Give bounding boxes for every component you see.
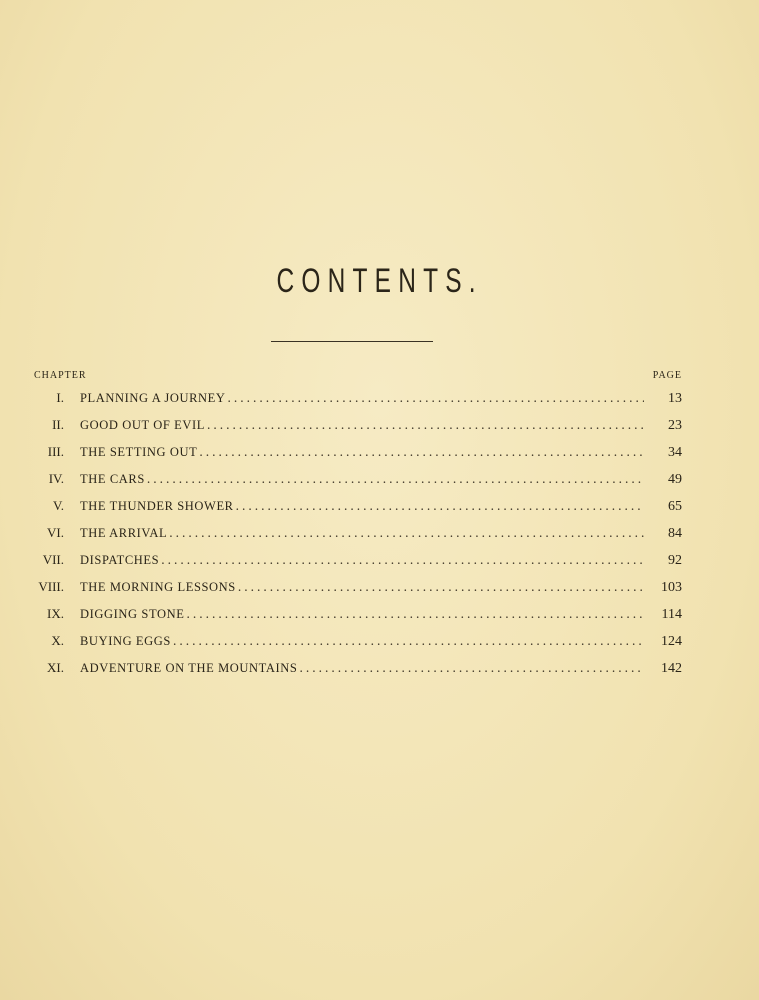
chapter-title: THE ARRIVAL <box>80 526 168 540</box>
chapter-number: I. <box>56 390 64 405</box>
page-column-header: PAGE <box>652 370 682 381</box>
chapter-column-header: CHAPTER <box>34 370 87 381</box>
toc-entry[interactable] <box>34 573 682 600</box>
toc-entry[interactable] <box>34 411 682 438</box>
chapter-number: III. <box>47 444 64 459</box>
toc-entry[interactable] <box>34 438 682 465</box>
dot-leader <box>228 384 644 411</box>
chapter-number: VI. <box>47 525 64 540</box>
chapter-number: IX. <box>47 606 64 621</box>
page-number: 114 <box>661 607 682 622</box>
chapter-number: IV. <box>48 471 64 486</box>
chapter-title: THE CARS <box>80 472 145 486</box>
page-number: 84 <box>668 526 682 541</box>
dot-leader <box>169 519 644 546</box>
page-number: 49 <box>668 472 682 487</box>
toc-entry[interactable] <box>34 654 682 681</box>
page-number: 23 <box>668 418 682 433</box>
chapter-title: THE MORNING LESSONS <box>80 580 236 594</box>
toc-entry[interactable] <box>34 465 682 492</box>
toc-entry[interactable] <box>34 627 682 654</box>
chapter-title: DIGGING STONE <box>80 607 185 621</box>
chapter-title: THE THUNDER SHOWER <box>80 499 234 513</box>
page-number: 34 <box>668 445 682 460</box>
page-number: 103 <box>661 580 682 595</box>
chapter-title: BUYING EGGS <box>80 634 171 648</box>
chapter-number: XI. <box>47 660 64 675</box>
table-of-contents <box>34 384 682 681</box>
toc-entry[interactable] <box>34 546 682 573</box>
dot-leader <box>299 654 644 681</box>
toc-entry[interactable] <box>34 600 682 627</box>
chapter-number: VIII. <box>38 579 64 594</box>
page-number: 142 <box>661 661 682 676</box>
dot-leader <box>236 492 644 519</box>
page-number: 13 <box>668 391 682 406</box>
dot-leader <box>173 627 644 654</box>
chapter-title: ADVENTURE ON THE MOUNTAINS <box>80 661 298 675</box>
title-divider <box>271 341 433 342</box>
toc-entry[interactable] <box>34 492 682 519</box>
page-number: 92 <box>668 553 682 568</box>
page-number: 65 <box>668 499 682 514</box>
chapter-title: PLANNING A JOURNEY <box>80 391 226 405</box>
chapter-title: THE SETTING OUT <box>80 445 198 459</box>
page-number: 124 <box>661 634 682 649</box>
chapter-title: GOOD OUT OF EVIL <box>80 418 205 432</box>
chapter-number: VII. <box>42 552 64 567</box>
chapter-title: DISPATCHES <box>80 553 160 567</box>
dot-leader <box>147 465 644 492</box>
dot-leader <box>186 600 644 627</box>
dot-leader <box>199 438 644 465</box>
dot-leader <box>238 573 644 600</box>
chapter-number: II. <box>52 417 64 432</box>
dot-leader <box>207 411 644 438</box>
chapter-number: V. <box>53 498 64 513</box>
toc-entry[interactable] <box>34 384 682 411</box>
dot-leader <box>161 546 644 573</box>
toc-entry[interactable] <box>34 519 682 546</box>
page-title: CONTENTS. <box>276 262 483 300</box>
column-headers <box>34 370 682 384</box>
chapter-number: X. <box>51 633 64 648</box>
